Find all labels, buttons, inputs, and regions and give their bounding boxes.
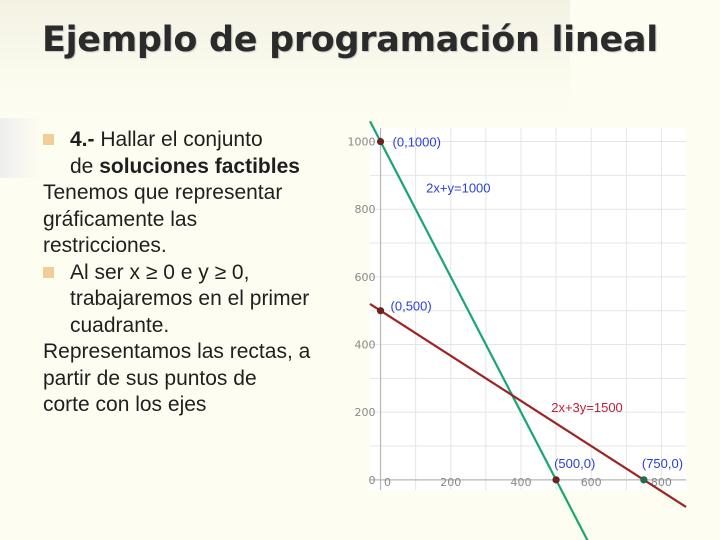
list-item [43, 127, 363, 154]
y-tick-label: 1000 [347, 135, 376, 149]
item-text-bold: soluciones factibles [99, 154, 300, 178]
x-tick-label: 200 [440, 476, 462, 489]
decorative-shade [0, 118, 40, 178]
graph-canvas [347, 128, 686, 490]
paragraph-line: restricciones. [43, 234, 167, 257]
paragraph-line: Tenemos que representar [43, 181, 283, 204]
point-label: (500,0) [554, 455, 596, 471]
y-tick-label: 800 [354, 203, 376, 217]
item-text: Al ser x ≥ 0 e y ≥ 0, [70, 260, 250, 284]
x-tick-label: 0 [384, 476, 392, 489]
data-point [640, 476, 647, 483]
item-text: Hallar el conjunto [100, 128, 263, 151]
list-item [43, 260, 363, 287]
y-tick-label: 400 [354, 338, 376, 352]
y-tick-label: 600 [354, 270, 376, 284]
paragraph-line: Representamos las rectas, a [43, 340, 311, 363]
data-point [377, 138, 384, 145]
series-label: 2x+y=1000 [426, 180, 491, 196]
slide-text [43, 127, 363, 419]
list-item-continuation: trabajaremos en el primer [70, 287, 310, 310]
x-tick-label: 800 [650, 476, 672, 489]
point-label: (750,0) [641, 455, 684, 471]
list-item-continuation [43, 154, 363, 181]
paragraph-line: gráficamente las [43, 207, 198, 231]
data-point [552, 476, 559, 483]
series-label: 2x+3y=1500 [551, 400, 623, 416]
x-tick-label: 400 [510, 476, 532, 489]
paragraph-line: corte con los ejes [43, 393, 207, 416]
item-number: 4.- [70, 128, 95, 151]
y-tick-label: 200 [354, 406, 376, 420]
paragraph-line: partir de sus puntos de [43, 366, 257, 390]
square-bullet-icon [43, 267, 54, 278]
y-tick-label: 0 [368, 473, 376, 487]
item-text: de [70, 154, 94, 178]
data-point [377, 307, 384, 314]
list-item-continuation: cuadrante. [70, 313, 170, 337]
slide-title: Ejemplo de programación lineal [42, 20, 658, 60]
square-bullet-icon [43, 134, 54, 145]
x-tick-label: 600 [580, 476, 602, 489]
point-label: (0,500) [390, 298, 432, 314]
point-label: (0,1000) [392, 134, 441, 150]
graph [347, 128, 686, 490]
